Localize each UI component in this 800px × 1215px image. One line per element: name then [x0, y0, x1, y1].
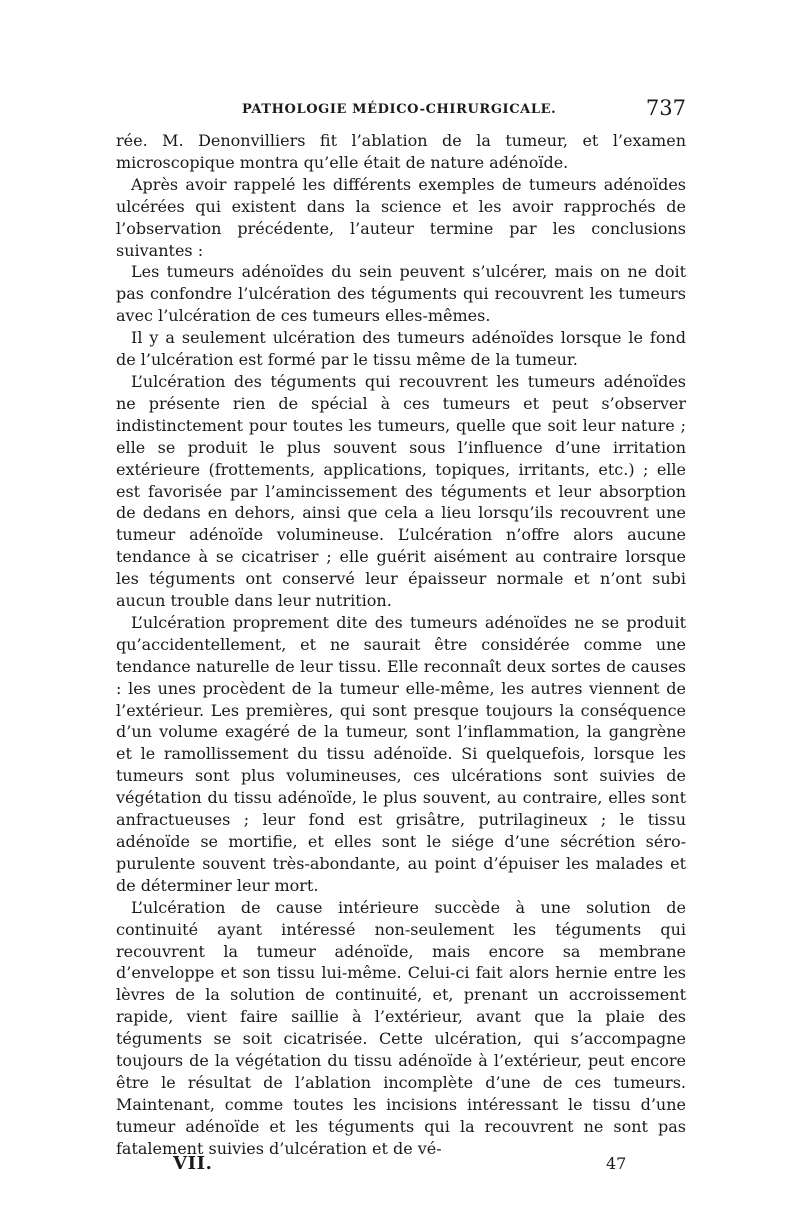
- paragraph: L’ulcération de cause intérieure succède à une solution de continuité ayant intéressé non-seulement les téguments qui recouvrent la tumeur adénoïde, mais encore sa membrane d’enveloppe et son tissu lui-même. Celui-ci fait alors hernie entre les lèvres de la solution de continuité, et, prenant un accroissement rapide, vient faire saillie à l’extérieur, avant que la plaie des téguments se soit cicatrisée. Cette ulcération, qui s’accompagne toujours de la végétation du tissu adénoïde à l’extérieur, peut encore être le résultat de l’ablation incomplète d’une de ces tumeurs. Maintenant, comme toutes les incisions intéressant le tissu d’une tumeur adénoïde et les téguments qui la recouvrent ne sont pas fatalement suivies d’ulcération et de vé-: [116, 897, 686, 1158]
- page-number: 737: [645, 96, 686, 120]
- paragraph: Après avoir rappelé les différents exemples de tumeurs adénoïdes ulcérées qui existent dans la science et les avoir rapprochés de l’observation précédente, l’auteur termine par les conclusions suivantes :: [116, 174, 686, 260]
- paragraph: Les tumeurs adénoïdes du sein peuvent s’ulcérer, mais on ne doit pas confondre l’ulcération des téguments qui recouvrent les tumeurs avec l’ulcération de ces tumeurs elles-mêmes.: [116, 262, 686, 326]
- paragraph: rée. M. Denonvilliers fit l’ablation de la tumeur, et l’examen microscopique montra qu’elle était de nature adénoïde.: [116, 131, 686, 172]
- paragraph: Il y a seulement ulcération des tumeurs adénoïdes lorsque le fond de l’ulcération est formé par le tissu même de la tumeur.: [116, 328, 686, 370]
- running-head: PATHOLOGIE MÉDICO-CHIRURGICALE.: [242, 102, 557, 117]
- paragraph: L’ulcération proprement dite des tumeurs adénoïdes ne se produit qu’accidentellement, et ne saurait être considérée comme une tendance naturelle de leur tissu. Elle reconnaît deux sortes de causes : les unes procèdent de la tumeur elle-même, les autres viennent de l’extérieur. Les premières, qui sont presque toujours la conséquence d’un volume exagéré de la tumeur, sont l’inflammation, la gangrène et le ramollissement du tissu adénoïde. Si quelquefois, lorsque les tumeurs sont plus volumineuses, ces ulcérations sont suivies de végétation du tissu adénoïde, le plus souvent, au contraire, elles sont anfractueuses ; leur fond est grisâtre, putrilagineux ; le tissu adénoïde se mortifie, et elles sont le siége d’une sécrétion séro-purulente souvent très-abondante, au point d’épuiser les malades et de déterminer leur mort.: [116, 612, 686, 895]
- sheet-number: 47: [606, 1154, 627, 1173]
- page-footer: [116, 1153, 686, 1179]
- paragraph: L’ulcération des téguments qui recouvrent les tumeurs adénoïdes ne présente rien de spécial à ces tumeurs et peut s’observer indistinctement pour toutes les tumeurs, quelle que soit leur nature ; elle se produit le plus souvent sous l’influence d’une irritation extérieure (frottements, applications, topiques, irritants, etc.) ; elle est favorisée par l’amincissement des téguments et leur absorption de dedans en dehors, ainsi que cela a lieu lorsqu’ils recouvrent une tumeur adénoïde volumineuse. L’ulcération n’offre alors aucune tendance à se cicatriser ; elle guérit aisément au contraire lorsque les téguments ont conservé leur épaisseur normale et n’ont subi aucun trouble dans leur nutrition.: [116, 371, 686, 611]
- body-text: [116, 130, 686, 1160]
- page-header: [116, 96, 686, 126]
- volume-signature: VII.: [173, 1153, 213, 1174]
